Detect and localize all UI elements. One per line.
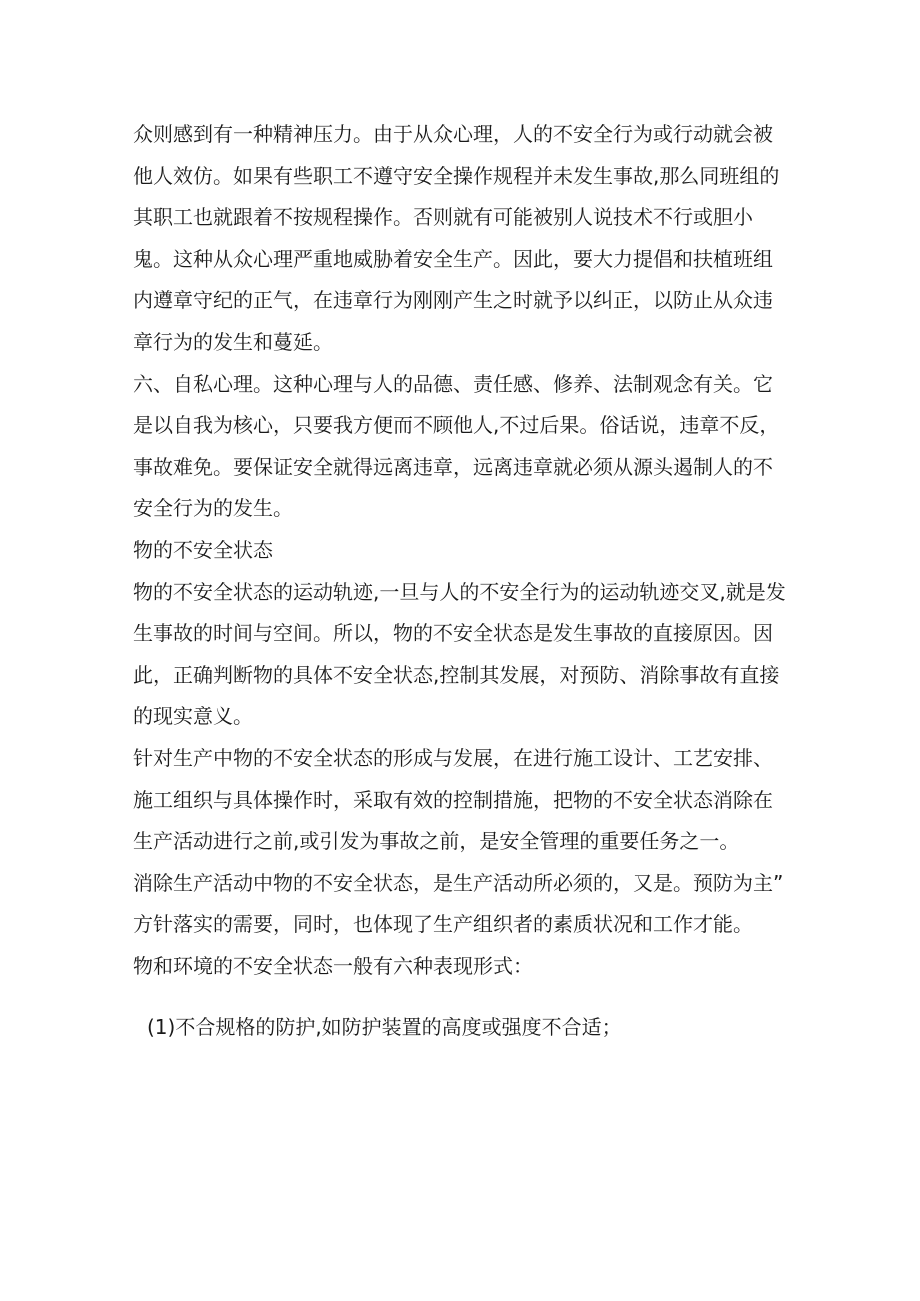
text-line: 众则感到有一种精神压力。由于从众心理，人的不安全行为或行动就会被 <box>133 122 773 146</box>
text-line: 安全行为的发生。 <box>133 496 293 521</box>
text-line: 物的不安全状态的运动轨迹,一旦与人的不安全行为的运动轨迹交叉,就是发 <box>133 579 786 604</box>
list-item: (1)不合规格的防护,如防护装置的高度或强度不合适； <box>147 1015 622 1040</box>
text-line: 是以自我为核心，只要我方便而不顾他人,不过后果。俗话说，违章不反， <box>133 413 780 438</box>
text-line: 生产活动进行之前,或引发为事故之前，是安全管理的重要任务之一。 <box>133 829 740 854</box>
text-line: 此，正确判断物的具体不安全状态,控制其发展，对预防、消除事故有直接 <box>133 662 780 687</box>
text-line: 的现实意义。 <box>133 704 253 729</box>
text-line: 生事故的时间与空间。所以，物的不安全状态是发生事故的直接原因。因 <box>133 621 773 646</box>
text-line: 事故难免。要保证安全就得远离违章，远离违章就必须从源头遏制人的不 <box>133 454 773 479</box>
text-line: 针对生产中物的不安全状态的形成与发展，在进行施工设计、工艺安排、 <box>133 745 773 770</box>
text-line: 施工组织与具体操作时，采取有效的控制措施，把物的不安全状态消除在 <box>133 787 773 812</box>
text-line: 消除生产活动中物的不安全状态，是生产活动所必须的，又是。预防为主” <box>133 870 784 895</box>
text-line: 内遵章守纪的正气，在违章行为刚刚产生之时就予以纠正，以防止从众违 <box>133 288 773 313</box>
text-line: 方针落实的需要，同时，也体现了生产组织者的素质状况和工作才能。 <box>133 912 753 937</box>
text-line: 物和环境的不安全状态一般有六种表现形式： <box>133 953 533 978</box>
text-line: 他人效仿。如果有些职工不遵守安全操作规程并未发生事故,那么同班组的 <box>133 163 780 188</box>
section-heading: 物的不安全状态 <box>133 537 273 562</box>
text-line: 章行为的发生和蔓延。 <box>133 329 333 354</box>
text-line: 其职工也就跟着不按规程操作。否则就有可能被别人说技术不行或胆小 <box>133 205 753 230</box>
text-line: 六、自私心理。这种心理与人的品德、责任感、修养、法制观念有关。它 <box>133 371 773 396</box>
spacer <box>133 987 800 1007</box>
text-line: 鬼。这种从众心理严重地威胁着安全生产。因此，要大力提倡和扶植班组 <box>133 246 773 271</box>
